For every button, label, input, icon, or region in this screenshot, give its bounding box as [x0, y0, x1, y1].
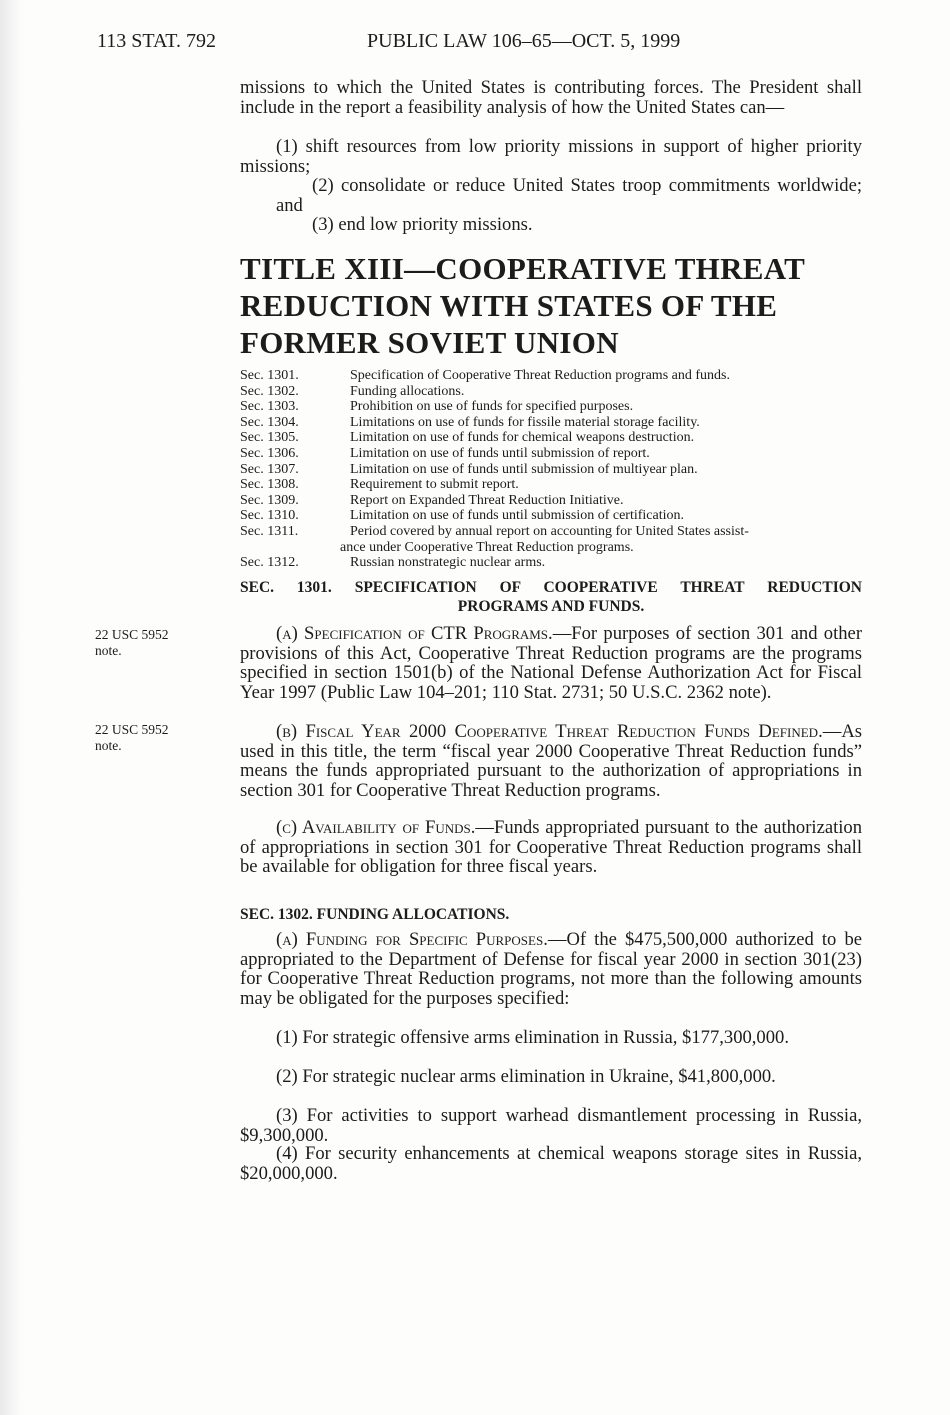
toc-section-title: Limitations on use of funds for fissile material storage facility. [350, 414, 700, 430]
stat-page-number: 113 STAT. 792 [97, 30, 216, 52]
toc-entry [240, 508, 870, 524]
section-heading-line: PROGRAMS AND FUNDS. [457, 598, 645, 615]
toc-section-title: Specification of Cooperative Threat Reduction programs and funds. [350, 368, 730, 383]
toc-section-number: Sec. 1302. [240, 383, 299, 399]
subsection-heading: (b) Fiscal Year 2000 Cooperative Threat Reduction Funds Defined. [276, 721, 823, 742]
toc-section-title: Period covered by annual report on accounting for United States assist- [350, 523, 749, 539]
margin-note-label: note. [95, 643, 122, 658]
section-1302-heading: SEC. 1302. FUNDING ALLOCATIONS. [240, 906, 510, 923]
subsection-text: —As used in this title, the term “fiscal year 2000 Cooperative Threat Reduction funds” means the funds appropriated pursuant to the authorization of appropriations in section 301 for Cooperative Threat Reduction programs. [240, 721, 862, 801]
toc-entry [240, 446, 870, 462]
section-heading-line: SEC. 1301. SPECIFICATION OF COOPERATIVE THREAT REDUCTION [240, 579, 862, 596]
toc-entry [240, 524, 870, 555]
toc-section-number: Sec. 1312. [240, 555, 299, 571]
allocation-item: (4) For security enhancements at chemical weapons storage sites in Russia, $20,000,000. [240, 1143, 862, 1184]
toc-section-number: Sec. 1306. [240, 445, 299, 461]
subsection-heading: (a) Specification of CTR Programs. [276, 623, 553, 644]
subsection-c [240, 818, 862, 877]
allocation-item: (1) For strategic offensive arms elimination in Russia, $177,300,000. [276, 1027, 789, 1048]
toc-section-title-continued: ance under Cooperative Threat Reduction programs. [340, 539, 634, 555]
intro-paragraph: missions to which the United States is contributing forces. The President shall include in the report a feasibility analysis of how the United States can— [240, 77, 862, 118]
toc-section-number: Sec. 1307. [240, 461, 299, 477]
intro-item: (1) shift resources from low priority missions in support of higher priority missions; [240, 136, 862, 177]
toc-section-title: Russian nonstrategic nuclear arms. [350, 555, 546, 571]
toc-section-title: Limitation on use of funds until submission of certification. [350, 508, 685, 524]
running-header: PUBLIC LAW 106–65—OCT. 5, 1999 [367, 30, 681, 52]
subsection-b [240, 722, 862, 800]
toc-section-number: Sec. 1308. [240, 477, 299, 493]
toc-section-number: Sec. 1311. [240, 523, 299, 539]
toc-entry [240, 368, 870, 384]
toc-section-title: Limitation on use of funds for chemical weapons destruction. [350, 430, 695, 446]
subsection-a [240, 624, 862, 702]
margin-note [95, 627, 169, 659]
scan-gutter [0, 0, 22, 1415]
toc-entry [240, 384, 870, 400]
toc-section-title: Limitation on use of funds until submission of report. [350, 445, 650, 461]
section-1301-heading [240, 578, 862, 616]
margin-note-citation: 22 USC 5952 [95, 722, 169, 737]
toc-section-title: Report on Expanded Threat Reduction Initiative. [350, 492, 624, 508]
toc-section-title: Requirement to submit report. [350, 477, 519, 493]
subsection-text: —For purposes of section 301 and other provisions of this Act, Cooperative Threat Reduction programs are the programs specified in section 1501(b) of the National Defense Authorization Act for Fiscal Year 1997 (Public Law 104–201; 110 Stat. 2731; 50 U.S.C. 2362 note). [240, 623, 863, 703]
toc-section-title: Prohibition on use of funds for specified purposes. [350, 399, 634, 415]
subsection-a [240, 930, 862, 1008]
toc-section-number: Sec. 1309. [240, 492, 299, 508]
toc-section-number: Sec. 1304. [240, 414, 299, 430]
toc-entry [240, 477, 870, 493]
toc-entry [240, 493, 870, 509]
subsection-heading: (c) Availability of Funds. [276, 817, 476, 838]
allocation-item: (2) For strategic nuclear arms elimination in Ukraine, $41,800,000. [276, 1066, 776, 1087]
subsection-text: —Of the $475,500,000 authorized to be appropriated to the Department of Defense for fiscal year 2000 in section 301(23) for Cooperative Threat Reduction programs, not more than the following amounts may be obligated for the purposes specified: [240, 929, 863, 1009]
toc-entry [240, 555, 870, 571]
toc-section-title: Limitation on use of funds until submission of multiyear plan. [350, 461, 698, 477]
allocation-item: (3) For activities to support warhead dismantlement processing in Russia, $9,300,000. [240, 1105, 862, 1146]
toc-section-number: Sec. 1305. [240, 430, 299, 446]
toc-entry [240, 415, 870, 431]
margin-note-citation: 22 USC 5952 [95, 627, 169, 642]
toc-section-title: Funding allocations. [350, 383, 465, 399]
toc-entry [240, 430, 870, 446]
title-heading: TITLE XIII—COOPERATIVE THREAT REDUCTION WITH STATES OF THE FORMER SOVIET UNION [240, 251, 805, 360]
subsection-heading: (a) Funding for Specific Purposes. [276, 929, 548, 950]
toc-section-number: Sec. 1310. [240, 508, 299, 524]
table-of-contents [240, 368, 870, 571]
toc-section-number: Sec. 1303. [240, 399, 299, 415]
intro-item: (3) end low priority missions. [312, 214, 533, 235]
margin-note-label: note. [95, 738, 122, 753]
subsection-text: —Funds appropriated pursuant to the authorization of appropriations in section 301 for Cooperative Threat Reduction programs shall be available for obligation for three fiscal years. [240, 817, 862, 877]
intro-item: (2) consolidate or reduce United States troop commitments worldwide; and [276, 175, 862, 216]
toc-entry [240, 399, 870, 415]
toc-section-number: Sec. 1301. [240, 368, 299, 383]
margin-note [95, 722, 169, 754]
toc-entry [240, 462, 870, 478]
